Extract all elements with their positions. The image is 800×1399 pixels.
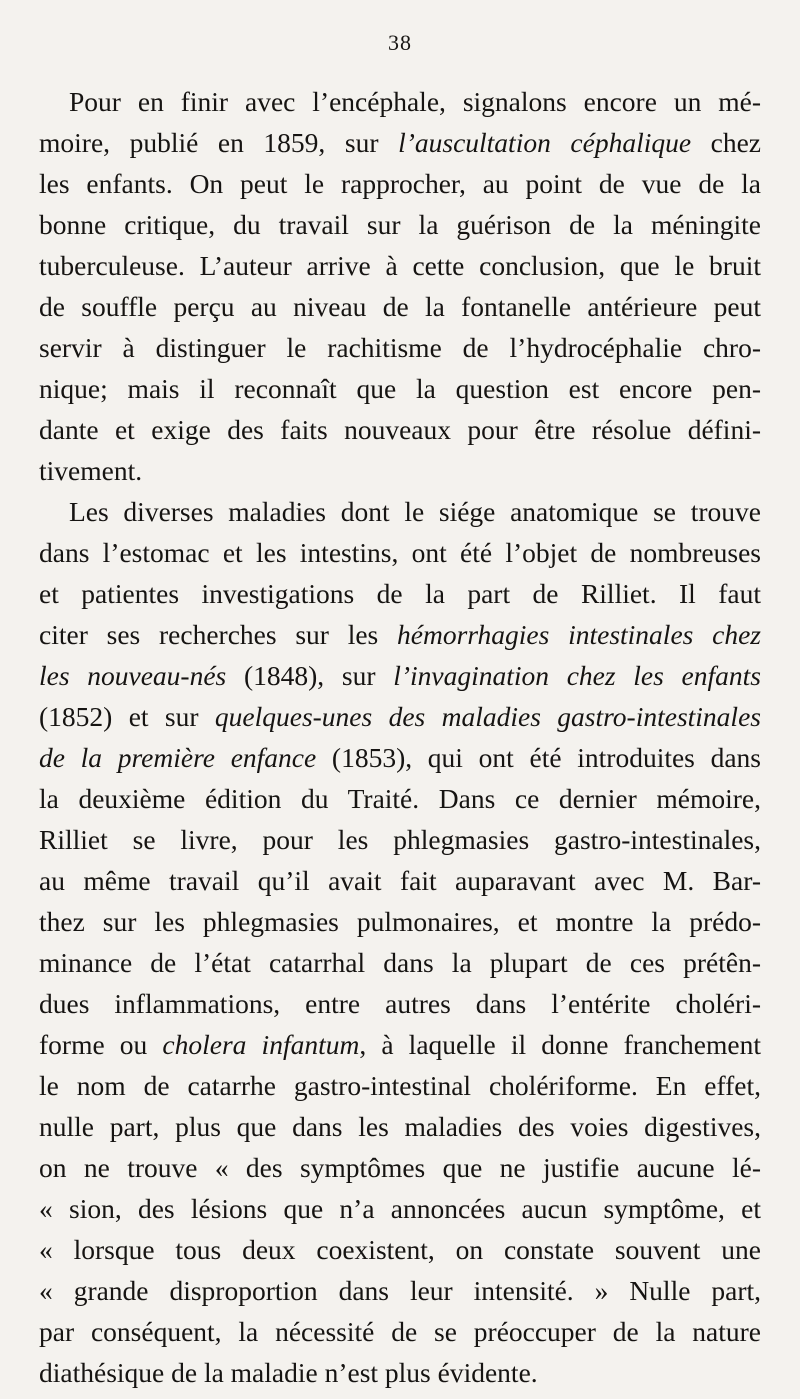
text-segment: les enfants. On peut le rapprocher, au point de vue de la — [39, 168, 761, 199]
text-segment: moire, publié en 1859, sur — [39, 127, 399, 158]
text-segment: la deuxième édition du Traité. Dans ce dernier mémoire, — [39, 783, 761, 814]
text-segment: bonne critique, du travail sur la guérison de la méningite — [39, 209, 761, 240]
text-line — [39, 1148, 761, 1188]
text-line — [39, 1271, 761, 1311]
text-line — [39, 287, 761, 327]
text-segment: thez sur les phlegmasies pulmonaires, et montre la prédo- — [39, 906, 761, 937]
text-line — [39, 123, 761, 163]
text-line — [39, 1312, 761, 1352]
text-segment: (1848), sur — [226, 660, 394, 691]
text-segment: dans l’estomac et les intestins, ont été l’objet de nombreuses — [39, 537, 761, 568]
text-segment: et patientes investigations de la part de Rilliet. Il faut — [39, 578, 761, 609]
text-segment: tuberculeuse. L’auteur arrive à cette conclusion, que le bruit — [39, 250, 761, 281]
text-line — [39, 451, 761, 491]
text-segment: « lorsque tous deux coexistent, on constate souvent une — [39, 1234, 761, 1265]
text-segment: servir à distinguer le rachitisme de l’hydrocéphalie chro- — [39, 332, 761, 363]
text-segment: chez — [691, 127, 761, 158]
text-line — [39, 738, 761, 778]
text-segment: tivement. — [39, 455, 143, 486]
text-line — [69, 82, 761, 122]
text-segment: de souffle perçu au niveau de la fontanelle antérieure peut — [39, 291, 761, 322]
text-segment: « sion, des lésions que n’a annoncées aucun symptôme, et — [39, 1193, 761, 1224]
text-line — [39, 984, 761, 1024]
italic-text-segment: quelques-unes des maladies gastro-intestinales — [214, 701, 761, 732]
italic-text-segment: l’invagination chez les enfants — [393, 660, 761, 691]
text-segment: citer ses recherches sur les — [39, 619, 398, 650]
italic-text-segment: l’auscultation céphalique — [398, 127, 692, 158]
italic-text-segment: hémorrhagies intestinales chez — [397, 619, 761, 650]
text-line — [39, 328, 761, 368]
italic-text-segment: cholera infantum — [162, 1029, 360, 1060]
text-line — [39, 820, 761, 860]
text-segment: minance de l’état catarrhal dans la plupart de ces prétên- — [39, 947, 761, 978]
text-segment: dues inflammations, entre autres dans l’entérite choléri- — [39, 988, 761, 1019]
italic-text-segment: les nouveau-nés — [39, 660, 227, 691]
text-segment: on ne trouve « des symptômes que ne justifie aucune lé- — [39, 1152, 761, 1183]
text-line — [39, 369, 761, 409]
italic-text-segment: de la première enfance — [39, 742, 317, 773]
text-line — [39, 656, 761, 696]
text-line — [39, 779, 761, 819]
text-line — [39, 1189, 761, 1229]
text-line — [39, 1353, 761, 1393]
text-line — [39, 205, 761, 245]
text-line — [39, 861, 761, 901]
text-segment: Les diverses maladies dont le siége anatomique se trouve — [69, 496, 761, 527]
text-line — [39, 1107, 761, 1147]
text-line — [39, 943, 761, 983]
text-line — [39, 1025, 761, 1065]
text-segment: nulle part, plus que dans les maladies des voies digestives, — [39, 1111, 761, 1142]
text-segment: nique; mais il reconnaît que la question est encore pen- — [39, 373, 761, 404]
text-segment: , à laquelle il donne franchement — [359, 1029, 761, 1060]
text-line — [39, 533, 761, 573]
text-line — [39, 410, 761, 450]
text-segment: diathésique de la maladie n’est plus évidente. — [39, 1357, 538, 1388]
text-segment: « grande disproportion dans leur intensité. » Nulle part, — [39, 1275, 761, 1306]
text-line — [69, 492, 761, 532]
text-segment: (1853), qui ont été introduites dans — [316, 742, 761, 773]
text-line — [39, 164, 761, 204]
text-line — [39, 246, 761, 286]
text-segment: Rilliet se livre, pour les phlegmasies gastro-intestinales, — [39, 824, 761, 855]
text-segment: au même travail qu’il avait fait auparavant avec M. Bar- — [39, 865, 761, 896]
text-segment: (1852) et sur — [39, 701, 215, 732]
page-number: 38 — [388, 30, 412, 55]
text-line — [39, 615, 761, 655]
text-segment: par conséquent, la nécessité de se préoccuper de la nature — [39, 1316, 761, 1347]
text-line — [39, 1230, 761, 1270]
text-segment: dante et exige des faits nouveaux pour être résolue défini- — [39, 414, 761, 445]
text-line — [39, 1066, 761, 1106]
text-line — [39, 902, 761, 942]
text-segment: forme ou — [39, 1029, 163, 1060]
text-line — [39, 574, 761, 614]
text-line — [39, 697, 761, 737]
text-segment: Pour en finir avec l’encéphale, signalons encore un mé- — [69, 86, 761, 117]
text-segment: le nom de catarrhe gastro-intestinal cholériforme. En effet, — [39, 1070, 761, 1101]
